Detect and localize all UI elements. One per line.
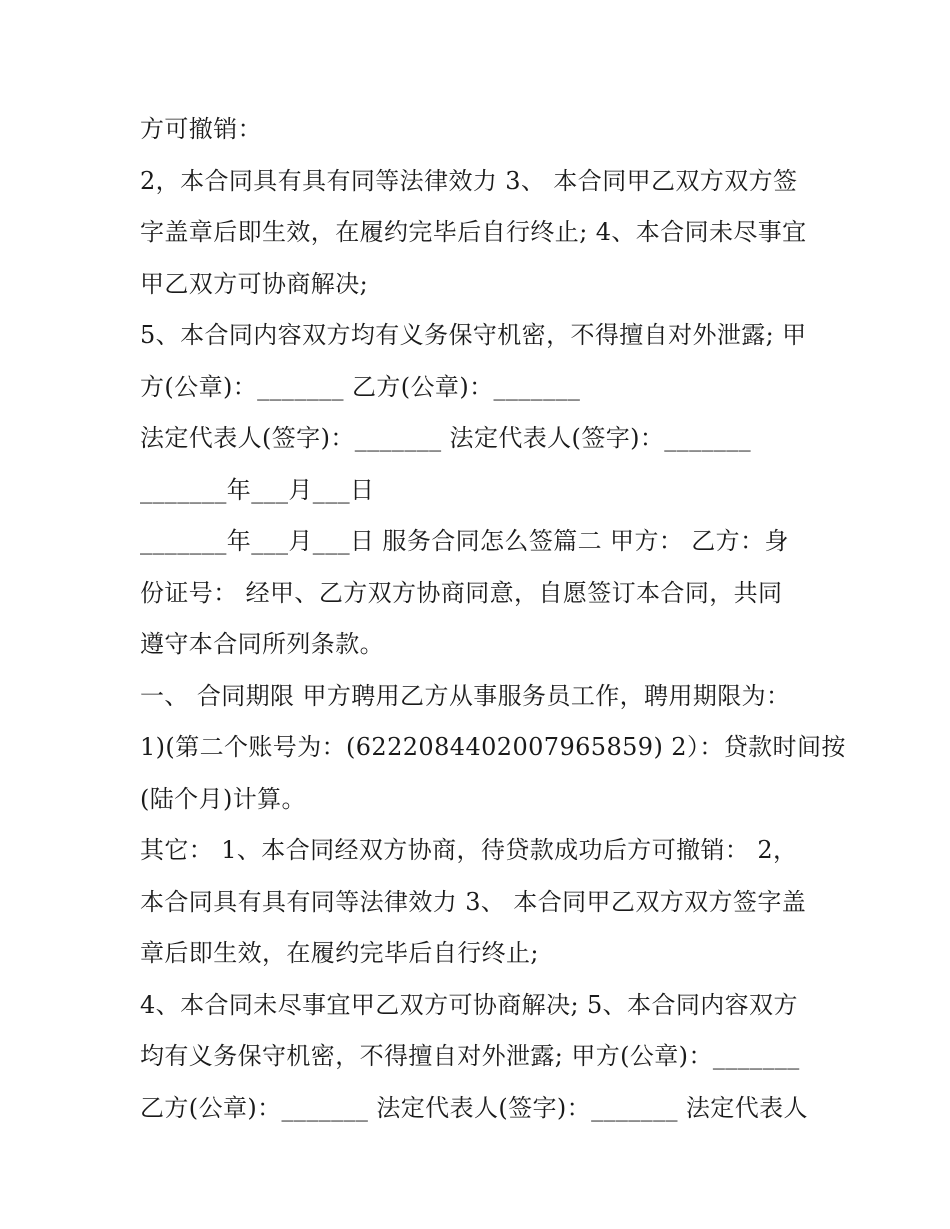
text-line: 1)(第二个账号为：(6222084402007965859) 2）：贷款时间按 (140, 733, 846, 761)
text-line: 一、 合同期限 甲方聘用乙方从事服务员工作，聘用期限为： (140, 681, 791, 710)
text-line: 方可撤销： (140, 115, 262, 143)
text-line: 均有义务保守机密，不得擅自对外泄露; 甲方(公章)：_______ (140, 1042, 800, 1070)
text-line: 章后即生效，在履约完毕后自行终止; (140, 939, 539, 967)
text-line: 4、本合同未尽事宜甲乙双方可协商解决; 5、本合同内容双方 (140, 990, 798, 1019)
text-line: 5、本合同内容双方均有义务保守机密，不得擅自对外泄露; 甲 (140, 321, 807, 349)
text-line: 其它： 1、本合同经双方协商，待贷款成功后方可撤销： 2， (140, 836, 798, 864)
text-line: 法定代表人(签字)：_______ 法定代表人(签字)：_______ (140, 424, 752, 452)
text-line: _______年___月___日 (140, 475, 375, 504)
text-line: 乙方(公章)：_______ 法定代表人(签字)：_______ 法定代表人 (140, 1093, 808, 1122)
text-line: 字盖章后即生效，在履约完毕后自行终止; 4、本合同未尽事宜 (140, 218, 807, 246)
text-line: (陆个月)计算。 (140, 784, 306, 813)
text-line: 2，本合同具有具有同等法律效力 3、 本合同甲乙双方双方签 (140, 166, 798, 195)
text-line: _______年___月___日 服务合同怎么签篇二 甲方： 乙方：身 (140, 527, 789, 555)
contract-text (140, 104, 846, 1134)
text-line: 遵守本合同所列条款。 (140, 630, 384, 658)
text-line: 甲乙双方可协商解决; (140, 269, 369, 298)
text-line: 份证号： 经甲、乙方双方协商同意，自愿签订本合同，共同 (140, 578, 783, 607)
text-line: 方(公章)：_______ 乙方(公章)：_______ (140, 372, 581, 401)
text-line: 本合同具有具有同等法律效力 3、 本合同甲乙双方双方签字盖 (140, 887, 807, 916)
